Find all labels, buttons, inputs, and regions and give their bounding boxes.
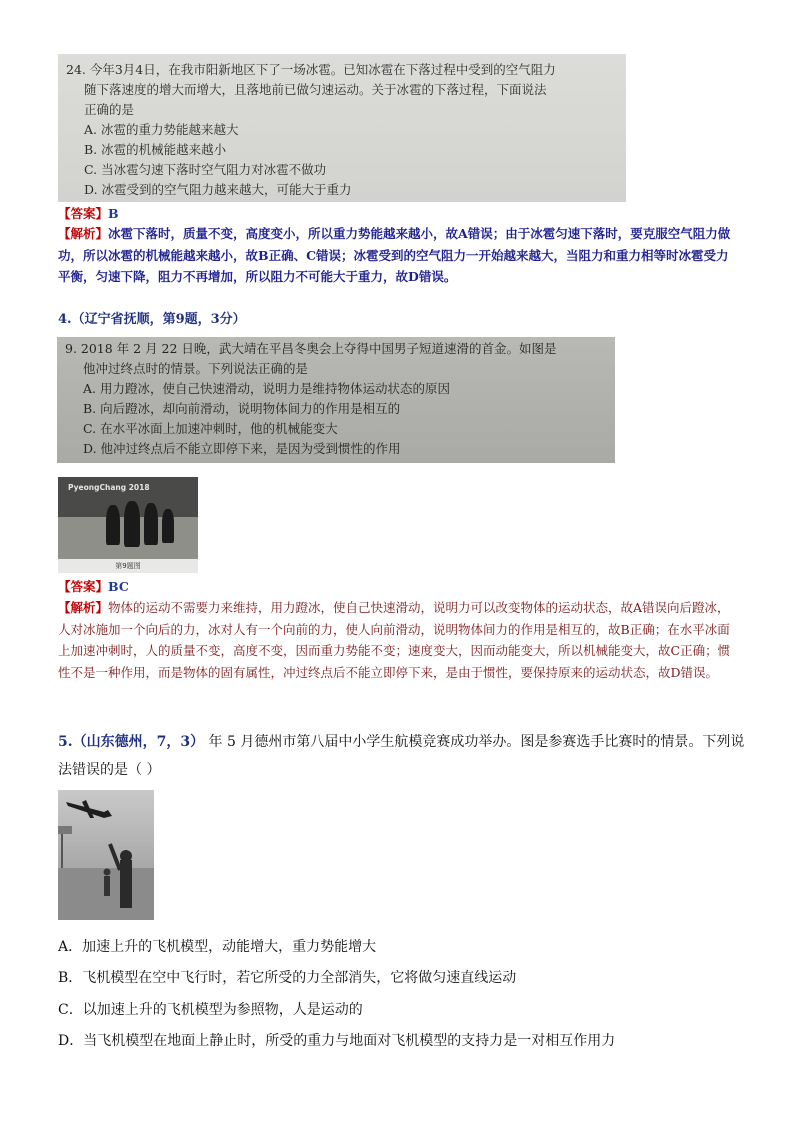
q5-option-a: A．加速上升的飞机模型，动能增大，重力势能增大 [58,939,377,955]
q4-stem-line1: 9. 2018 年 2 月 22 日晚，武大靖在平昌冬奥会上夺得中国男子短道速滑的首金。如图是 [65,341,557,356]
analysis-tag: 【解析】 [58,600,109,615]
q4-answer [58,576,129,597]
answer-tag: 【答案】 [58,579,109,594]
q5-option-b: B．飞机模型在空中飞行时，若它所受的力全部消失，它将做匀速直线运动 [58,970,517,986]
q4-option-b: B. 向后蹬冰，却向前滑动，说明物体间力的作用是相互的 [83,401,401,416]
q24-stem-line1: 24. 今年3月4日，在我市阳新地区下了一场冰雹。已知冰雹在下落过程中受到的空气阻力 [66,62,556,77]
q24-stem-line3: 正确的是 [84,102,135,117]
q4-scanned-image [57,337,615,463]
q24-answer [58,203,119,224]
analysis-text: 物体的运动不需要力来维持，用力蹬冰，使自己快速滑动，说明力可以改变物体的运动状态，故A错误向后蹬冰，人对冰施加一个向后的力，冰对人有一个向前的力，使人向前滑动，说明物体间力的作用是相互的，故B正确；在水平冰面上加速冲刺时，人的质量不变，高度不变，因而重力势能不变；速度变大，因而动能变大，所以机械能变大，故C正确；惯性不是一种作用，而是物体的固有属性，冲过终点后不能立即停下来，是由于惯性，要保持原来的运动状态，故D错误。 [58,600,731,680]
photo-brand-text: PyeongChang 2018 [68,483,150,492]
answer-tag: 【答案】 [58,206,109,221]
q5-text: 年 5 月德州市第八届中小学生航模竞赛成功举办。图是参赛选手比赛时的情景。下列说法错误的是（ ） [58,734,745,778]
q24-scanned-image [58,54,626,202]
photo-caption: 第9题图 [58,559,198,573]
q4-skating-photo [58,477,198,573]
q24-option-b: B. 冰雹的机械能越来越小 [84,142,227,157]
analysis-tag: 【解析】 [58,226,109,241]
plane-icon [58,790,154,920]
skater-figure [144,503,158,545]
q4-analysis [58,597,740,683]
skater-figure [106,505,120,545]
q4-stem-line2: 他冲过终点时的情景。下列说法正确的是 [83,361,309,376]
q4-option-a: A. 用力蹬冰，使自己快速滑动，说明力是维持物体运动状态的原因 [83,381,450,396]
q24-option-d: D. 冰雹受到的空气阻力越来越大，可能大于重力 [84,182,352,197]
q24-stem-line2: 随下落速度的增大而增大，且落地前已做匀速运动。关于冰雹的下落过程，下面说法 [84,82,547,97]
q4-option-c: C. 在水平冰面上加速冲刺时，他的机械能变大 [83,421,338,436]
q24-analysis [58,223,740,288]
answer-value: BC [108,579,129,594]
q5-number: 5.（山东德州，7，3） [58,734,205,750]
skater-figure [124,501,140,547]
analysis-text: 冰雹下落时，质量不变，高度变小，所以重力势能越来越小，故A错误；由于冰雹匀速下落时，要克服空气阻力做功，所以冰雹的机械能越来越小，故B正确、C错误；冰雹受到的空气阻力一开始越来越大，当阻力和重力相等时冰雹受力平衡，匀速下降，阻力不再增加，所以阻力不可能大于重力，故D错误。 [58,226,731,284]
q4-heading: 4.（辽宁省抚顺，第9题，3分） [58,312,246,327]
q5-option-c: C．以加速上升的飞机模型为参照物，人是运动的 [58,1002,363,1018]
q5-option-d: D．当飞机模型在地面上静止时，所受的重力与地面对飞机模型的支持力是一对相互作用力 [58,1033,616,1049]
q5-model-plane-photo [58,790,154,920]
q4-option-d: D. 他冲过终点后不能立即停下来，是因为受到惯性的作用 [83,441,401,456]
skater-figure [162,509,174,543]
q24-option-a: A. 冰雹的重力势能越来越大 [84,122,239,137]
q24-option-c: C. 当冰雹匀速下落时空气阻力对冰雹不做功 [84,162,327,177]
q5-stem [58,728,748,784]
answer-value: B [108,206,119,221]
